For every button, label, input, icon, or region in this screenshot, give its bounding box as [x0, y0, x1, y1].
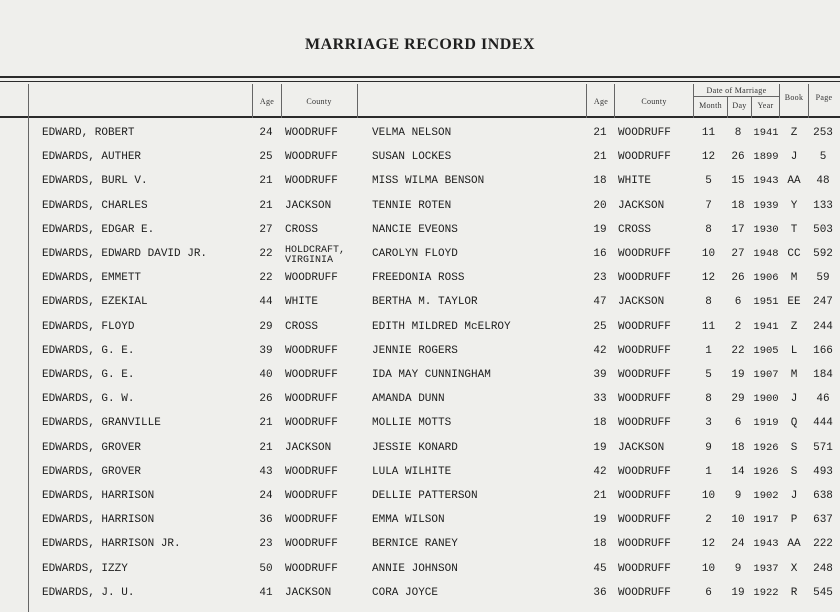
bride-county: WOODRUFF — [618, 369, 671, 381]
groom-age: 24 — [259, 490, 273, 502]
marriage-year: 1900 — [753, 393, 779, 406]
groom-county: CROSS — [285, 320, 319, 333]
marriage-month: 9 — [705, 441, 712, 454]
marriage-day: 19 — [731, 369, 745, 381]
record-page-number: 5 — [819, 151, 827, 164]
bride-name: IDA MAY CUNNINGHAM — [372, 369, 491, 381]
groom-age: 25 — [259, 151, 273, 164]
table-row — [0, 538, 840, 562]
table-row — [0, 321, 840, 345]
header-year: Year — [757, 101, 774, 110]
table-row — [0, 563, 840, 587]
groom-county: JACKSON — [285, 441, 332, 454]
marriage-month: 10 — [701, 248, 716, 260]
bride-age: 18 — [593, 538, 607, 551]
record-page-number: 592 — [813, 248, 833, 260]
bride-county: WOODRUFF — [618, 514, 671, 527]
record-page-number: 222 — [813, 538, 833, 551]
marriage-year: 1943 — [753, 175, 779, 188]
groom-name: EDWARDS, FLOYD — [42, 320, 135, 333]
bride-name: NANCIE EVEONS — [372, 223, 458, 236]
bride-county: WOODRUFF — [618, 417, 671, 430]
marriage-day: 2 — [734, 320, 742, 333]
col-sep — [252, 84, 253, 118]
marriage-day: 18 — [731, 441, 745, 454]
table-row — [0, 224, 840, 248]
marriage-year: 1907 — [753, 369, 779, 381]
date-header-divider — [694, 96, 779, 97]
bride-county: JACKSON — [618, 296, 665, 309]
marriage-month: 3 — [705, 417, 712, 430]
marriage-year: 1937 — [753, 562, 779, 575]
table-row — [0, 369, 840, 393]
bride-name: LULA WILHITE — [372, 465, 452, 478]
marriage-year: 1939 — [753, 199, 779, 212]
groom-age: 27 — [259, 223, 273, 236]
record-book: Z — [790, 127, 798, 139]
table-row — [0, 127, 840, 151]
marriage-month: 1 — [705, 344, 712, 357]
record-page-number: 545 — [813, 586, 833, 599]
groom-age: 43 — [259, 465, 273, 478]
groom-age: 40 — [259, 369, 273, 381]
bride-age: 21 — [593, 151, 607, 164]
groom-age: 41 — [259, 586, 273, 599]
groom-county: WOODRUFF — [285, 417, 338, 430]
bride-name: CORA JOYCE — [372, 586, 439, 599]
record-book: S — [790, 441, 798, 454]
record-page-number: 184 — [813, 369, 833, 381]
record-book: L — [790, 344, 798, 357]
marriage-day: 29 — [731, 393, 745, 406]
bride-name: BERTHA M. TAYLOR — [372, 296, 478, 309]
bride-name: TENNIE ROTEN — [372, 199, 452, 212]
marriage-month: 5 — [705, 175, 712, 188]
marriage-day: 18 — [731, 199, 745, 212]
marriage-month: 8 — [705, 393, 712, 406]
table-row — [0, 175, 840, 199]
groom-age: 50 — [259, 562, 273, 575]
record-book: J — [790, 490, 798, 502]
bride-age: 19 — [593, 441, 607, 454]
bride-name: BERNICE RANEY — [372, 538, 458, 551]
record-book: S — [790, 465, 798, 478]
record-book: AA — [787, 175, 801, 188]
groom-name: EDWARDS, GRANVILLE — [42, 417, 161, 430]
groom-county: WOODRUFF — [285, 538, 338, 551]
groom-county: WOODRUFF — [285, 514, 338, 527]
bride-name: VELMA NELSON — [372, 127, 452, 139]
table-row — [0, 587, 840, 611]
marriage-day: 19 — [731, 586, 745, 599]
header-bride-county: County — [641, 97, 667, 106]
col-sep — [281, 84, 282, 118]
bride-age: 16 — [593, 248, 607, 260]
groom-county: WOODRUFF — [285, 127, 338, 139]
record-page-number: 59 — [816, 272, 830, 285]
bride-name: MOLLIE MOTTS — [372, 417, 452, 430]
bride-age: 18 — [593, 175, 607, 188]
record-page-number: 247 — [813, 296, 833, 309]
record-book: CC — [787, 248, 801, 260]
groom-age: 36 — [259, 514, 273, 527]
bride-name: EMMA WILSON — [372, 514, 445, 527]
marriage-day: 9 — [734, 562, 742, 575]
marriage-day: 9 — [734, 490, 742, 502]
bride-county: WOODRUFF — [618, 320, 671, 333]
marriage-month: 7 — [705, 199, 712, 212]
marriage-year: 1930 — [753, 223, 779, 236]
record-book: Z — [790, 320, 798, 333]
groom-name: EDWARDS, GROVER — [42, 465, 142, 478]
marriage-month: 2 — [705, 514, 712, 527]
record-book: J — [790, 151, 798, 164]
marriage-year: 1943 — [753, 538, 779, 551]
groom-county: WOODRUFF — [285, 465, 338, 478]
record-page-number: 133 — [813, 199, 833, 212]
marriage-month: 10 — [701, 490, 716, 502]
groom-name: EDWARDS, HARRISON JR. — [42, 538, 181, 551]
marriage-day: 27 — [731, 248, 745, 260]
marriage-month: 12 — [701, 538, 716, 551]
bride-age: 36 — [593, 586, 607, 599]
groom-county: WOODRUFF — [285, 151, 338, 164]
bride-name: SUSAN LOCKES — [372, 151, 452, 164]
groom-age: 44 — [259, 296, 273, 309]
groom-name: EDWARDS, G. W. — [42, 393, 135, 406]
bride-county: WOODRUFF — [618, 248, 671, 260]
groom-county: WHITE — [285, 296, 319, 309]
record-page-number: 503 — [813, 223, 833, 236]
header-bottom-rule — [0, 116, 840, 118]
groom-name: EDWARDS, G. E. — [42, 369, 135, 381]
marriage-year: 1941 — [753, 320, 779, 333]
groom-county: WOODRUFF — [285, 344, 338, 357]
bride-county: WOODRUFF — [618, 393, 671, 406]
groom-county: WOODRUFF — [285, 175, 338, 188]
bride-name: AMANDA DUNN — [372, 393, 445, 406]
marriage-day: 22 — [731, 344, 745, 357]
groom-name: EDWARDS, GROVER — [42, 441, 142, 454]
record-page-number: 48 — [816, 175, 830, 188]
marriage-month: 1 — [705, 465, 712, 478]
table-row — [0, 245, 840, 272]
bride-county: WHITE — [618, 175, 652, 188]
bride-age: 25 — [593, 320, 607, 333]
marriage-day: 8 — [734, 127, 742, 139]
bride-age: 42 — [593, 465, 607, 478]
bride-name: DELLIE PATTERSON — [372, 490, 478, 502]
bride-county: WOODRUFF — [618, 538, 671, 551]
header-date-of-marriage: Date of Marriage — [706, 86, 767, 95]
bride-county: WOODRUFF — [618, 127, 671, 139]
bride-name: ANNIE JOHNSON — [372, 562, 458, 575]
record-book: T — [790, 223, 798, 236]
marriage-year: 1919 — [753, 417, 779, 430]
marriage-day: 10 — [731, 514, 745, 527]
bride-age: 33 — [593, 393, 607, 406]
marriage-year: 1905 — [753, 344, 779, 357]
col-sep — [614, 84, 615, 118]
record-book: AA — [787, 538, 801, 551]
header-top-rule-thin — [0, 81, 840, 82]
record-book: EE — [787, 296, 801, 309]
bride-county: JACKSON — [618, 199, 665, 212]
groom-age: 22 — [259, 272, 273, 285]
header-page: Page — [815, 93, 833, 102]
marriage-day: 14 — [731, 465, 745, 478]
groom-name: EDWARDS, BURL V. — [42, 175, 148, 188]
header-month: Month — [699, 101, 722, 110]
groom-county: HOLDCRAFT, VIRGINIA — [285, 245, 346, 266]
groom-age: 21 — [259, 175, 273, 188]
header-book: Book — [784, 93, 804, 102]
record-book: X — [790, 562, 798, 575]
bride-age: 19 — [593, 223, 607, 236]
groom-age: 39 — [259, 344, 273, 357]
groom-name: EDWARDS, IZZY — [42, 562, 128, 575]
groom-name: EDWARD, ROBERT — [42, 127, 135, 139]
groom-county: WOODRUFF — [285, 562, 338, 575]
marriage-day: 17 — [731, 223, 745, 236]
record-book: J — [790, 393, 798, 406]
marriage-month: 8 — [705, 296, 712, 309]
bride-age: 20 — [593, 199, 607, 212]
bride-name: JENNIE ROGERS — [372, 344, 458, 357]
groom-age: 24 — [259, 127, 273, 139]
record-page-number: 244 — [813, 320, 833, 333]
record-page-number: 493 — [813, 465, 833, 478]
marriage-day: 26 — [731, 272, 745, 285]
table-row — [0, 490, 840, 514]
bride-age: 47 — [593, 296, 607, 309]
groom-county: WOODRUFF — [285, 272, 338, 285]
table-row — [0, 272, 840, 296]
header-top-rule — [0, 76, 840, 78]
bride-county: WOODRUFF — [618, 344, 671, 357]
record-book: Y — [790, 199, 798, 212]
groom-county: WOODRUFF — [285, 369, 338, 381]
header-bride-age: Age — [593, 97, 609, 106]
record-page-number: 46 — [816, 393, 830, 406]
bride-age: 23 — [593, 272, 607, 285]
marriage-day: 26 — [731, 151, 745, 164]
bride-name: FREEDONIA ROSS — [372, 272, 465, 285]
record-book: P — [790, 514, 798, 527]
groom-age: 21 — [259, 199, 273, 212]
bride-name: MISS WILMA BENSON — [372, 175, 485, 188]
bride-county: WOODRUFF — [618, 586, 671, 599]
table-row — [0, 345, 840, 369]
groom-county: WOODRUFF — [285, 490, 338, 502]
groom-name: EDWARDS, AUTHER — [42, 151, 142, 164]
header-groom-age: Age — [259, 97, 275, 106]
groom-county: WOODRUFF — [285, 393, 338, 406]
record-book: M — [790, 272, 798, 285]
marriage-year: 1941 — [753, 127, 779, 139]
page-title: MARRIAGE RECORD INDEX — [304, 36, 536, 53]
bride-name: JESSIE KONARD — [372, 441, 458, 454]
bride-county: WOODRUFF — [618, 151, 671, 164]
table-row — [0, 296, 840, 320]
bride-age: 42 — [593, 344, 607, 357]
groom-age: 26 — [259, 393, 273, 406]
table-row — [0, 200, 840, 224]
bride-age: 21 — [593, 127, 607, 139]
bride-age: 21 — [593, 490, 607, 502]
bride-age: 19 — [593, 514, 607, 527]
table-row — [0, 514, 840, 538]
groom-age: 29 — [259, 320, 273, 333]
marriage-year: 1917 — [753, 514, 779, 527]
table-row — [0, 393, 840, 417]
groom-name: EDWARDS, HARRISON — [42, 514, 155, 527]
marriage-day: 15 — [731, 175, 745, 188]
table-row — [0, 442, 840, 466]
marriage-day: 24 — [731, 538, 745, 551]
marriage-year: 1926 — [753, 441, 779, 454]
col-sep — [586, 84, 587, 118]
marriage-month: 5 — [705, 369, 712, 381]
marriage-year: 1926 — [753, 465, 779, 478]
groom-name: EDWARDS, HARRISON — [42, 490, 155, 502]
groom-county: JACKSON — [285, 199, 332, 212]
groom-county: CROSS — [285, 223, 319, 236]
record-page-number: 637 — [813, 514, 833, 527]
record-page-number: 444 — [813, 417, 833, 430]
bride-county: WOODRUFF — [618, 562, 671, 575]
table-row — [0, 417, 840, 441]
record-page-number: 248 — [813, 562, 833, 575]
record-book: Q — [790, 417, 798, 430]
marriage-day: 6 — [734, 296, 742, 309]
groom-name: EDWARDS, CHARLES — [42, 199, 148, 212]
marriage-month: 8 — [705, 223, 712, 236]
bride-county: WOODRUFF — [618, 465, 671, 478]
groom-name: EDWARDS, EMMETT — [42, 272, 142, 285]
bride-county: WOODRUFF — [618, 272, 671, 285]
groom-name: EDWARDS, G. E. — [42, 344, 135, 357]
record-page-number: 253 — [813, 127, 833, 139]
marriage-day: 6 — [734, 417, 742, 430]
bride-name: CAROLYN FLOYD — [372, 248, 458, 260]
table-row — [0, 151, 840, 175]
groom-age: 22 — [259, 248, 273, 260]
marriage-year: 1906 — [753, 272, 779, 285]
marriage-month: 11 — [701, 320, 716, 333]
groom-county: JACKSON — [285, 586, 332, 599]
record-page-number: 571 — [813, 441, 833, 454]
marriage-year: 1948 — [753, 248, 779, 260]
marriage-year: 1899 — [753, 151, 779, 164]
groom-age: 21 — [259, 417, 273, 430]
groom-age: 21 — [259, 441, 273, 454]
marriage-month: 12 — [701, 272, 716, 285]
marriage-year: 1902 — [753, 490, 779, 502]
marriage-year: 1951 — [753, 296, 779, 309]
header-groom-county: County — [306, 97, 332, 106]
header-day: Day — [732, 101, 747, 110]
groom-name: EDWARDS, EZEKIAL — [42, 296, 148, 309]
bride-county: JACKSON — [618, 441, 665, 454]
record-book: M — [790, 369, 798, 381]
marriage-month: 6 — [705, 586, 712, 599]
marriage-month: 11 — [701, 127, 716, 139]
record-page-number: 166 — [813, 344, 833, 357]
groom-name: EDWARDS, J. U. — [42, 586, 135, 599]
record-page-number: 638 — [813, 490, 833, 502]
col-sep — [357, 84, 358, 118]
table-row — [0, 466, 840, 490]
marriage-month: 12 — [701, 151, 716, 164]
bride-age: 18 — [593, 417, 607, 430]
groom-age: 23 — [259, 538, 273, 551]
bride-age: 45 — [593, 562, 607, 575]
marriage-year: 1922 — [753, 586, 779, 599]
marriage-month: 10 — [701, 562, 716, 575]
bride-county: CROSS — [618, 223, 652, 236]
groom-name: EDWARDS, EDGAR E. — [42, 223, 155, 236]
record-book: R — [790, 586, 798, 599]
bride-age: 39 — [593, 369, 607, 381]
bride-name: EDITH MILDRED McELROY — [372, 320, 511, 333]
groom-name: EDWARDS, EDWARD DAVID JR. — [42, 248, 208, 260]
bride-county: WOODRUFF — [618, 490, 671, 502]
